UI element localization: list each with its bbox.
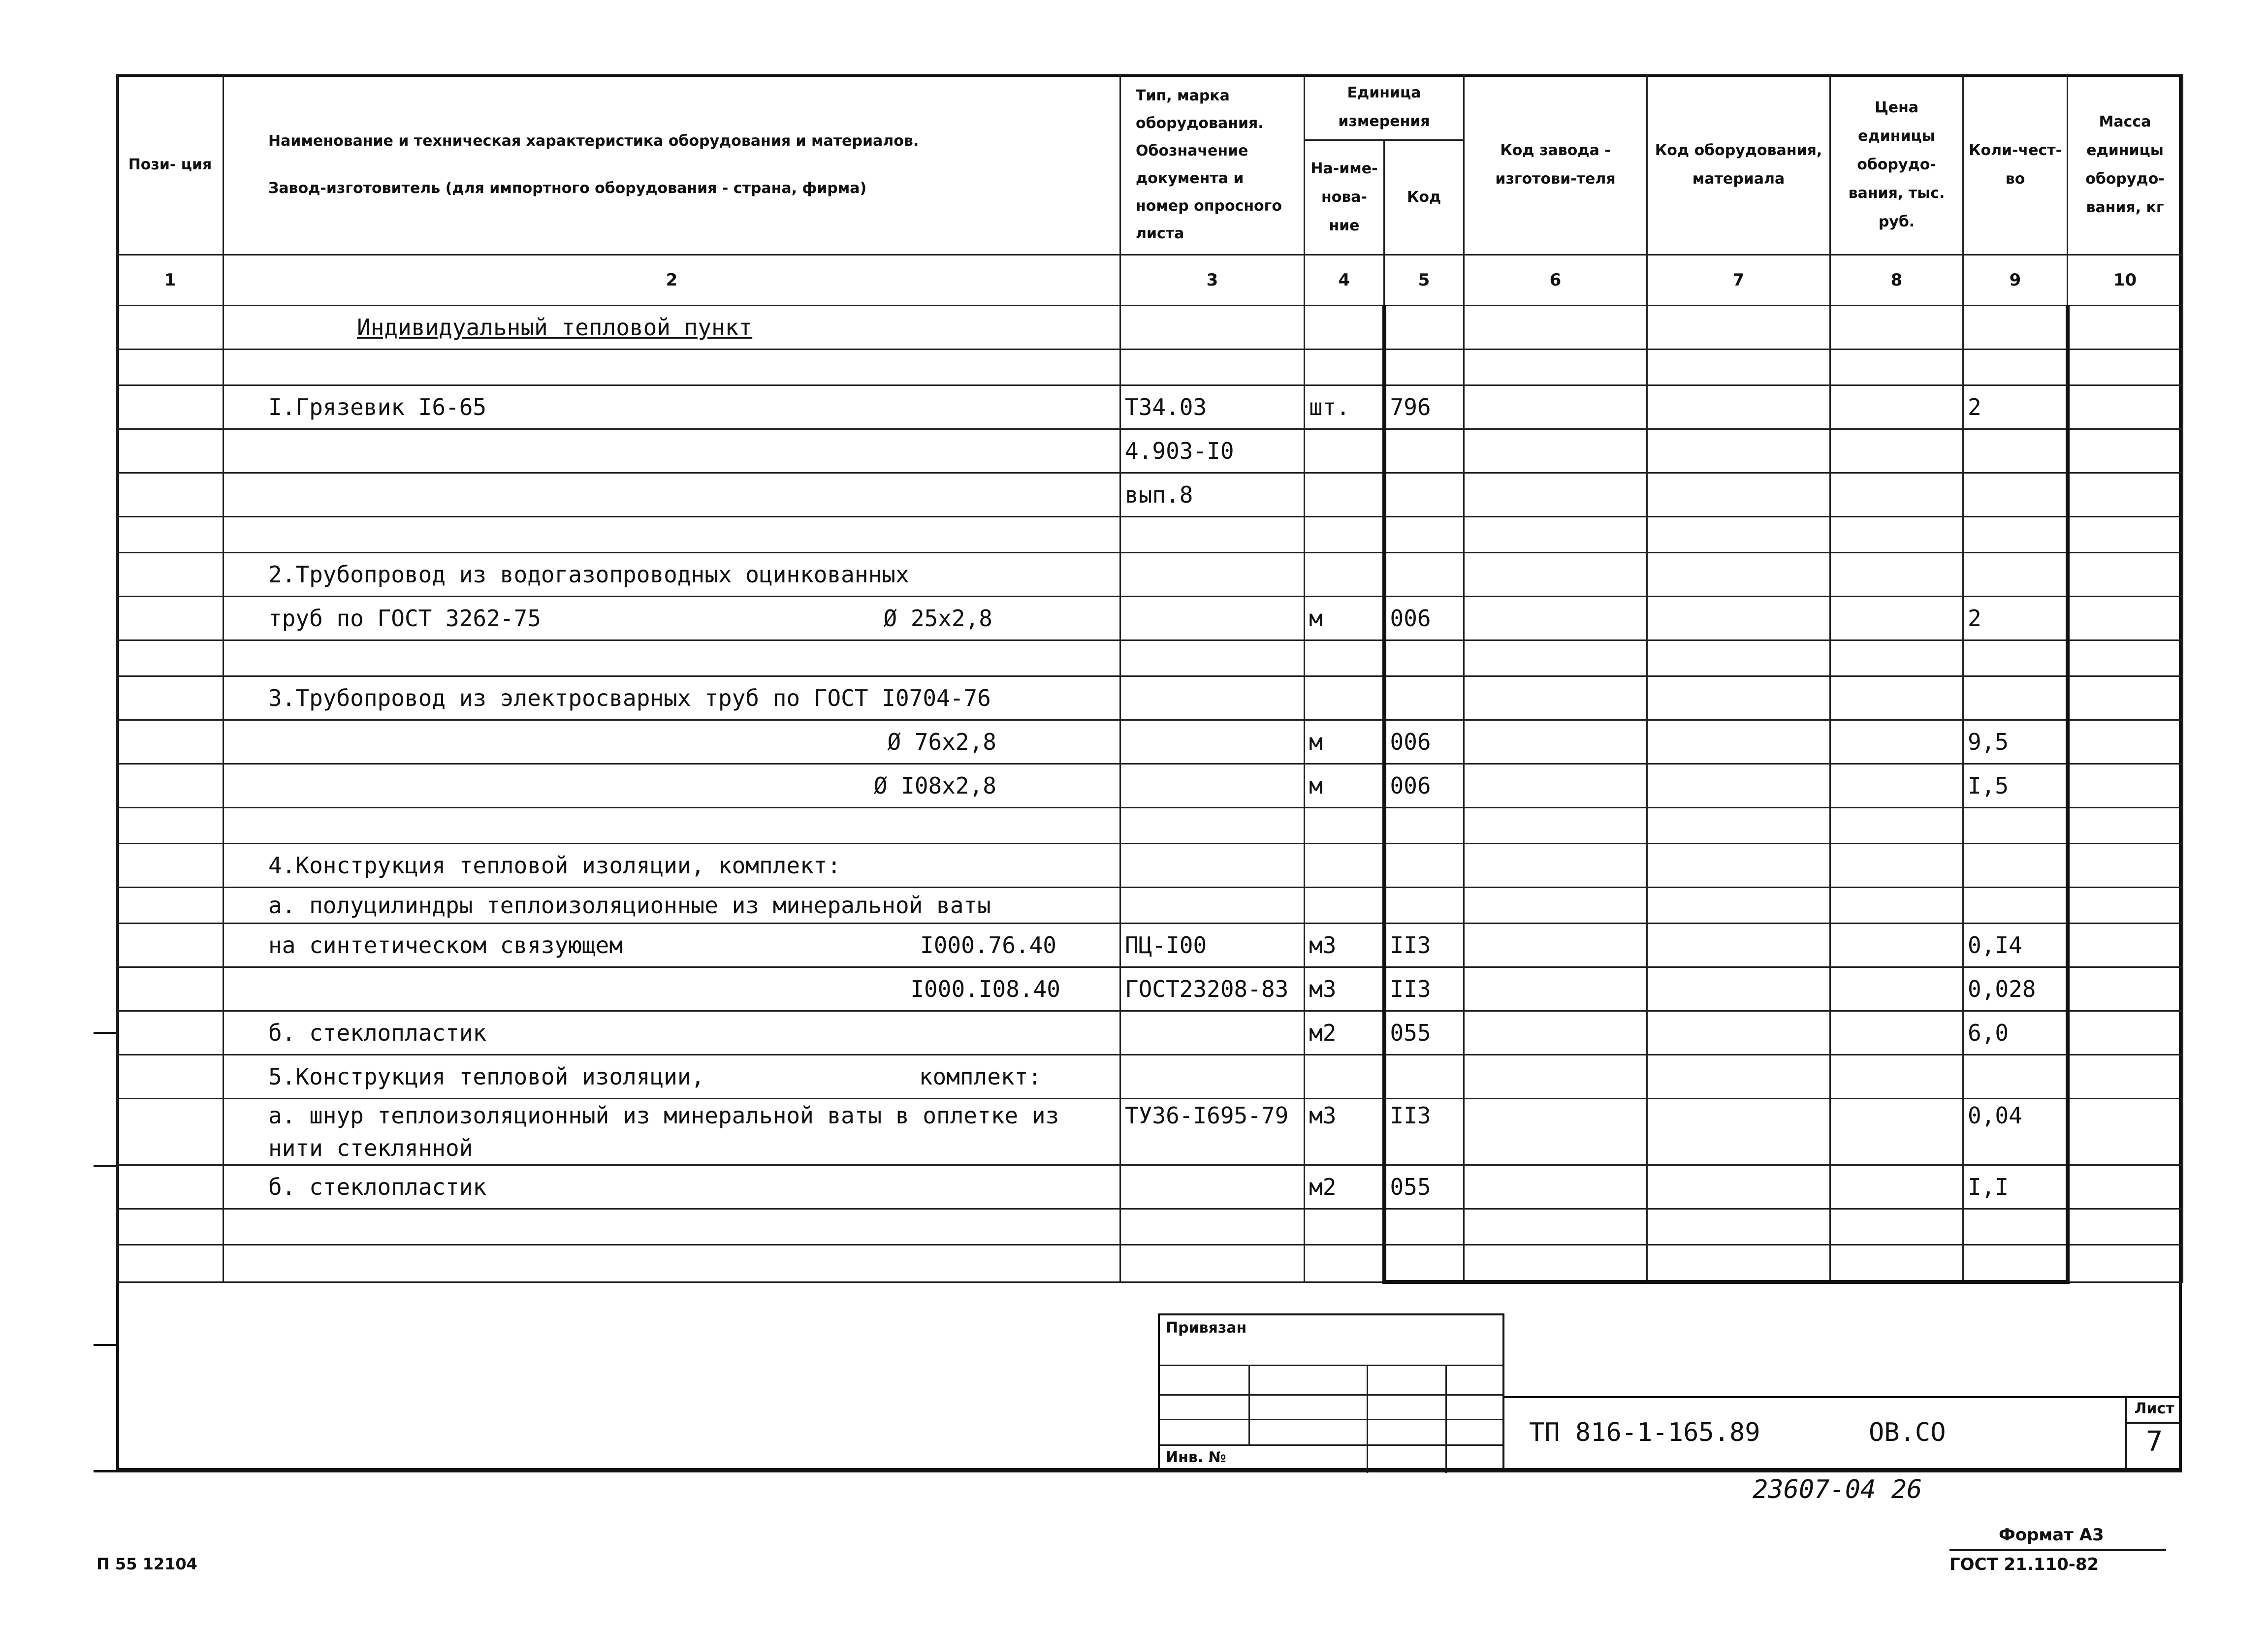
- header-unit-code: Код: [1384, 140, 1464, 255]
- sheet-number-box: [2125, 1396, 2182, 1471]
- colnum-2: 2: [224, 255, 1120, 306]
- item-unit-code: 006: [1384, 597, 1464, 640]
- sheet-number: 7: [2145, 1426, 2163, 1458]
- table-row: [117, 967, 2183, 1011]
- colnum-7: 7: [1647, 255, 1830, 306]
- item-unit: м: [1305, 764, 1384, 808]
- item-name-text: труб по ГОСТ 3262-75: [268, 605, 541, 632]
- item-unit-code: II3: [1384, 967, 1464, 1011]
- item-unit: м3: [1305, 1099, 1384, 1165]
- table-row: [117, 1011, 2183, 1055]
- item-name: 2.Трубопровод из водогазопроводных оцинкованных: [224, 553, 1120, 597]
- document-code: ТП 816-1-165.89: [1529, 1418, 1760, 1447]
- header-type: Тип, марка оборудования. Обозначение документа и номер опросного листа: [1120, 75, 1305, 255]
- gost-reference: ГОСТ 21.110-82: [1949, 1555, 2099, 1574]
- item-unit-code: 055: [1384, 1165, 1464, 1209]
- item-unit: м3: [1305, 967, 1384, 1011]
- colnum-4: 4: [1305, 255, 1384, 306]
- table-row: [117, 844, 2183, 888]
- header-position: Пози- ция: [117, 75, 224, 255]
- item-type: вып.8: [1120, 473, 1305, 517]
- item-name-text: 5.Конструкция тепловой изоляции,: [268, 1063, 705, 1090]
- margin-tick: [94, 1344, 116, 1346]
- item-dimension: I000.I08.40: [224, 967, 1120, 1011]
- approval-stamp: [1158, 1313, 1504, 1471]
- header-name-line2: Завод-изготовитель (для импортного оборудования - страна, фирма): [268, 179, 867, 197]
- item-unit-code: 006: [1384, 764, 1464, 808]
- item-unit-code: 055: [1384, 1011, 1464, 1055]
- item-unit-code: II3: [1384, 1099, 1464, 1165]
- item-type: ГОСТ23208-83: [1120, 967, 1305, 1011]
- item-unit: м: [1305, 597, 1384, 640]
- table-row: [117, 1165, 2183, 1209]
- header-price: Цена единицы оборудо-вания, тыс. руб.: [1830, 75, 1963, 255]
- header-equipment-code: Код оборудования, материала: [1647, 75, 1830, 255]
- item-unit: шт.: [1305, 385, 1384, 429]
- table-row: [117, 640, 2183, 676]
- item-name: 4.Конструкция тепловой изоляции, комплект:: [224, 844, 1120, 888]
- table-row: [117, 924, 2183, 967]
- table-row: [117, 429, 2183, 473]
- footer-rule: [1949, 1549, 2166, 1551]
- table-row: [117, 597, 2183, 640]
- item-name: [224, 597, 1120, 640]
- table-row: [117, 764, 2183, 808]
- header-quantity: Коли-чест-во: [1963, 75, 2068, 255]
- item-quantity: 2: [1963, 385, 2068, 429]
- colnum-9: 9: [1963, 255, 2068, 306]
- item-name: б. стеклопластик: [224, 1011, 1120, 1055]
- header-unit-group: Единица измерения: [1305, 75, 1464, 140]
- stamp-linked-label: Привязан: [1166, 1319, 1247, 1337]
- item-unit: м3: [1305, 924, 1384, 967]
- bottom-border: [94, 1470, 2182, 1472]
- item-quantity: 9,5: [1963, 720, 2068, 764]
- table-row: [117, 888, 2183, 924]
- header-unit-name: На-име-нова-ние: [1305, 140, 1384, 255]
- item-quantity: 0,I4: [1963, 924, 2068, 967]
- item-dimension: Ø 25х2,8: [883, 605, 992, 632]
- sheet-label: Лист: [2127, 1396, 2182, 1424]
- header-name: [224, 75, 1120, 255]
- item-unit-code: II3: [1384, 924, 1464, 967]
- colnum-3: 3: [1120, 255, 1305, 306]
- table-row: [117, 1099, 2183, 1165]
- item-name: б. стеклопластик: [224, 1165, 1120, 1209]
- table-row: [117, 1209, 2183, 1245]
- table-row: [117, 385, 2183, 429]
- item-name-text: на синтетическом связующем: [268, 932, 623, 958]
- item-type: Т34.03: [1120, 385, 1305, 429]
- item-dimension: Ø I08х2,8: [224, 764, 1120, 808]
- item-name-suffix: комплект:: [919, 1063, 1042, 1090]
- table-row: [117, 473, 2183, 517]
- item-name: а. полуцилиндры теплоизоляционные из минеральной ваты: [224, 888, 1120, 924]
- item-type: 4.903-I0: [1120, 429, 1305, 473]
- table-row: [117, 720, 2183, 764]
- table-row: [117, 808, 2183, 844]
- stamp-inventory-label: Инв. №: [1166, 1449, 1226, 1466]
- form-number: П 55 12104: [96, 1555, 197, 1573]
- colnum-8: 8: [1830, 255, 1963, 306]
- item-quantity: I,5: [1963, 764, 2068, 808]
- colnum-10: 10: [2068, 255, 2183, 306]
- item-type: ПЦ-I00: [1120, 924, 1305, 967]
- table-row: [117, 676, 2183, 720]
- item-unit: м2: [1305, 1011, 1384, 1055]
- item-name: [224, 924, 1120, 967]
- colnum-6: 6: [1464, 255, 1647, 306]
- header-name-line1: Наименование и техническая характеристика оборудования и материалов.: [268, 132, 919, 150]
- colnum-5: 5: [1384, 255, 1464, 306]
- section-title: Индивидуальный тепловой пункт: [224, 306, 1120, 350]
- table-row: [117, 517, 2183, 553]
- item-dimension: Ø 76х2,8: [224, 720, 1120, 764]
- item-unit: м2: [1305, 1165, 1384, 1209]
- item-name: [224, 1055, 1120, 1099]
- header-mass: Масса единицы оборудо-вания, кг: [2068, 75, 2183, 255]
- item-quantity: I,I: [1963, 1165, 2068, 1209]
- header-factory-code: Код завода - изготови-теля: [1464, 75, 1647, 255]
- table-row: [117, 350, 2183, 385]
- section-code: ОВ.СО: [1869, 1418, 1946, 1447]
- title-block: [1504, 1396, 2182, 1471]
- item-unit-code: 796: [1384, 385, 1464, 429]
- item-quantity: 2: [1963, 597, 2068, 640]
- item-name: а. шнур теплоизоляционный из минеральной ваты в оплетке из нити стеклянной: [224, 1099, 1120, 1165]
- item-quantity: 0,028: [1963, 967, 2068, 1011]
- item-type: ТУ36-I695-79: [1120, 1099, 1305, 1165]
- item-name: 3.Трубопровод из электросварных труб по ГОСТ I0704-76: [224, 676, 1120, 720]
- table-row: [117, 1245, 2183, 1282]
- specification-table: [116, 74, 2183, 1284]
- margin-tick: [94, 1032, 116, 1034]
- item-quantity: 6,0: [1963, 1011, 2068, 1055]
- table-row: [117, 553, 2183, 597]
- item-quantity: 0,04: [1963, 1099, 2068, 1165]
- colnum-1: 1: [117, 255, 224, 306]
- paper-format: Формат А3: [1999, 1525, 2104, 1545]
- table-row: [117, 1055, 2183, 1099]
- item-dimension: I000.76.40: [920, 932, 1056, 958]
- item-name: I.Грязевик I6-65: [224, 385, 1120, 429]
- item-unit-code: 006: [1384, 720, 1464, 764]
- table-row: [117, 306, 2183, 350]
- item-unit: м: [1305, 720, 1384, 764]
- handwritten-note: 23607-04 26: [1753, 1475, 1922, 1504]
- margin-tick: [94, 1165, 116, 1167]
